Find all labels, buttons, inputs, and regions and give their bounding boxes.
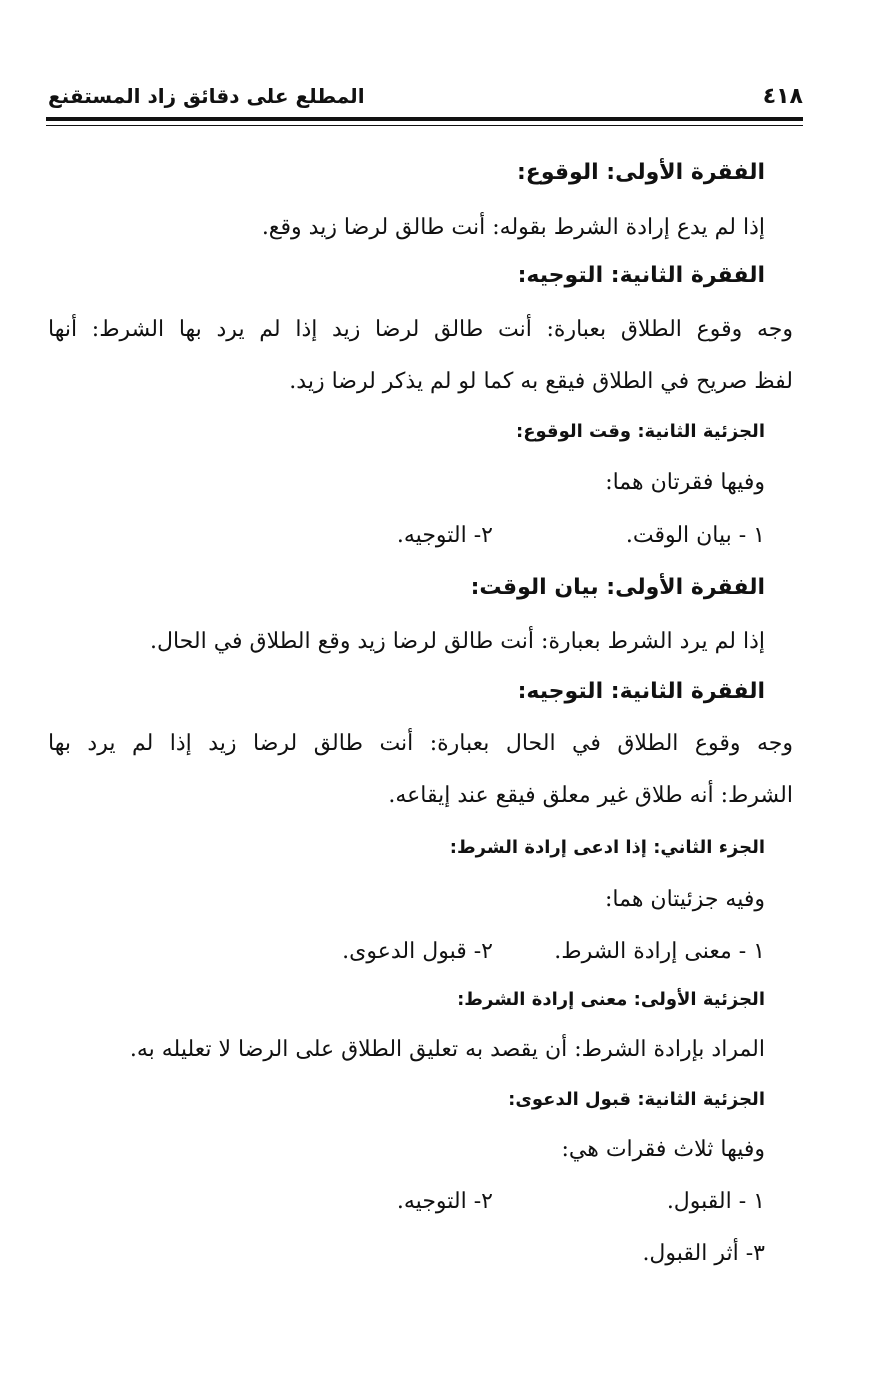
text-line: لفظ صريح في الطلاق فيقع به كما لو لم يذكر لرضا زيد. [289,369,793,394]
text-line: إذا لم يدع إرادة الشرط بقوله: أنت طالق لرضا زيد وقع. [261,215,765,240]
heading-first-paragraph-occurrence: الفقرة الأولى: الوقوع: [517,160,765,185]
text-line: الشرط: أنه طلاق غير معلق فيقع عند إيقاعه. [388,783,793,808]
list-item: ١ - معنى إرادة الشرط. [554,939,765,964]
header-rule-thick [46,117,803,121]
page-number: ٤١٨ [762,84,803,109]
subheading-acceptance: الجزئية الثانية: قبول الدعوى: [508,1089,765,1110]
list-item: ٢- التوجيه. [396,523,493,548]
text-line: وفيها ثلاث فقرات هي: [561,1137,765,1162]
heading-first-paragraph-time: الفقرة الأولى: بيان الوقت: [470,575,765,600]
book-title: المطلع على دقائق زاد المستقنع [48,84,365,108]
text-line: وفيها فقرتان هما: [605,470,765,495]
running-header [48,84,803,114]
text-line: وجه وقوع الطلاق في الحال بعبارة: أنت طالق لرضا زيد إذا لم يرد بها [48,731,793,756]
list-item: ٢- التوجيه. [396,1189,493,1214]
list-item: ١ - بيان الوقت. [625,523,765,548]
heading-second-paragraph-reason: الفقرة الثانية: التوجيه: [517,679,765,704]
text-line: إذا لم يرد الشرط بعبارة: أنت طالق لرضا زيد وقع الطلاق في الحال. [150,629,765,654]
list-item: ٢- قبول الدعوى. [342,939,493,964]
subheading-second-part: الجزء الثاني: إذا ادعى إرادة الشرط: [449,837,765,858]
header-rule-thin [46,125,803,126]
list-item: ٣- أثر القبول. [642,1241,765,1266]
heading-second-paragraph-reason: الفقرة الثانية: التوجيه: [517,263,765,288]
list-item: ١ - القبول. [666,1189,765,1214]
subheading-meaning: الجزئية الأولى: معنى إرادة الشرط: [457,989,765,1010]
text-line: المراد بإرادة الشرط: أن يقصد به تعليق الطلاق على الرضا لا تعليله به. [129,1037,765,1062]
text-line: وجه وقوع الطلاق بعبارة: أنت طالق لرضا زيد إذا لم يرد بها الشرط: أنها [48,317,793,342]
subheading-timing: الجزئية الثانية: وقت الوقوع: [516,421,765,442]
text-line: وفيه جزئيتان هما: [605,887,765,912]
